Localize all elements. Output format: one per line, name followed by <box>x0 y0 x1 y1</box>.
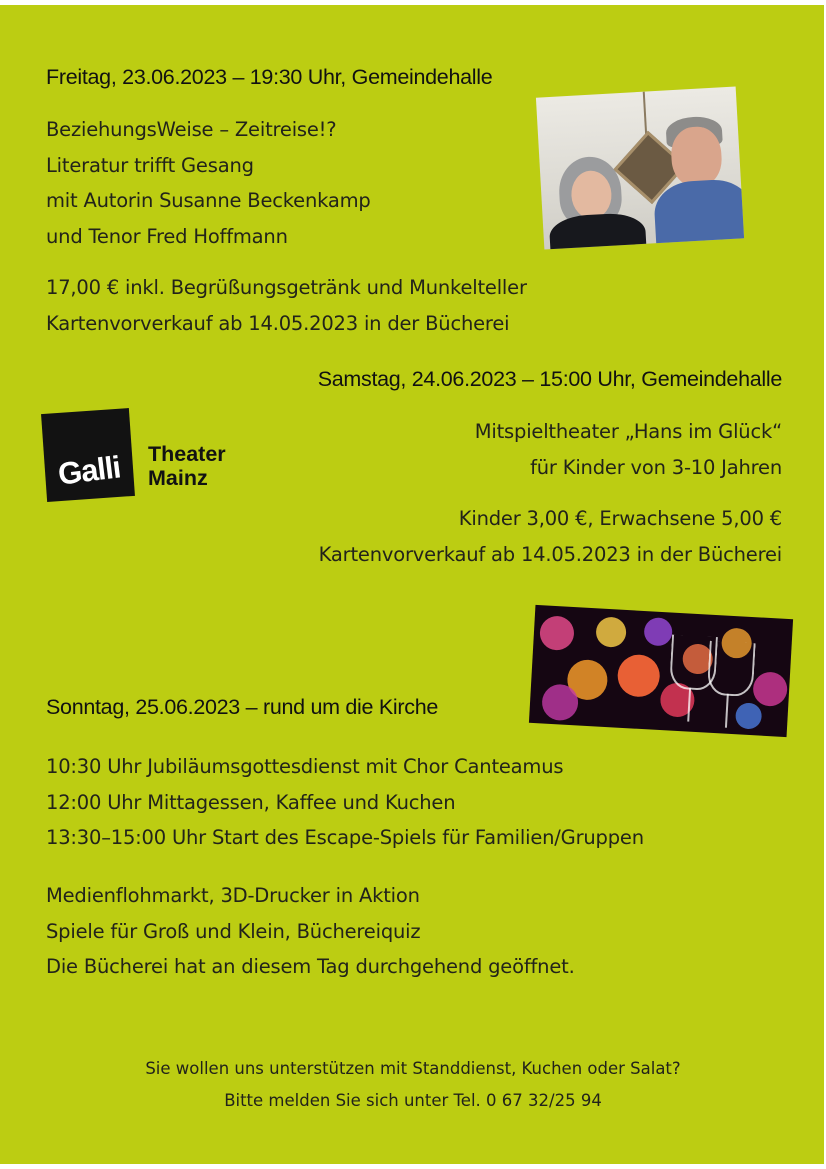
event2-line: Mitspieltheater „Hans im Glück“ <box>474 420 782 443</box>
event2-line: für Kinder von 3-10 Jahren <box>530 455 782 479</box>
event1-line: und Tenor Fred Hoffmann <box>46 224 288 248</box>
event1-price: 17,00 € inkl. Begrüßungsgetränk und Munkelteller <box>46 276 527 299</box>
event1-presale: Kartenvorverkauf ab 14.05.2023 in der Bücherei <box>46 311 510 335</box>
event3-schedule <box>46 749 644 856</box>
event2-heading: Samstag, 24.06.2023 – 15:00 Uhr, Gemeindehalle <box>317 367 782 391</box>
event1-description <box>46 112 371 254</box>
event3-heading: Sonntag, 25.06.2023 – rund um die Kirche <box>46 695 439 719</box>
event1-ticket-info <box>46 270 527 341</box>
event2-ticket-info <box>319 501 782 572</box>
event2-price: Kinder 3,00 €, Erwachsene 5,00 € <box>458 507 782 530</box>
footer <box>0 1053 826 1117</box>
galli-theater-logo <box>44 405 254 505</box>
event3-extras <box>46 878 575 985</box>
event1-line: Literatur trifft Gesang <box>46 153 254 177</box>
authors-photo <box>536 87 744 250</box>
event1-line: mit Autorin Susanne Beckenkamp <box>46 189 371 212</box>
event2-presale: Kartenvorverkauf ab 14.05.2023 in der Bücherei <box>318 542 782 566</box>
event1-heading: Freitag, 23.06.2023 – 19:30 Uhr, Gemeindehalle <box>46 65 493 89</box>
footer-line: Bitte melden Sie sich unter Tel. 0 67 32/25 94 <box>224 1091 602 1110</box>
logo-galli-text: Galli <box>56 449 123 492</box>
champagne-photo <box>529 605 793 737</box>
event1-line: BeziehungsWeise – Zeitreise!? <box>46 118 337 141</box>
logo-mainz-text: Mainz <box>148 466 208 490</box>
extras-item: Die Bücherei hat an diesem Tag durchgehend geöffnet. <box>46 955 575 978</box>
glass-right <box>707 641 756 697</box>
schedule-item: 13:30–15:00 Uhr Start des Escape-Spiels für Familien/Gruppen <box>46 826 644 849</box>
extras-item: Spiele für Groß und Klein, Büchereiquiz <box>46 919 421 943</box>
footer-line: Sie wollen uns unterstützen mit Standdienst, Kuchen oder Salat? <box>145 1059 681 1078</box>
extras-item: Medienflohmarkt, 3D-Drucker in Aktion <box>46 884 420 907</box>
event2-description <box>475 414 782 485</box>
schedule-item: 12:00 Uhr Mittagessen, Kaffee und Kuchen <box>46 790 456 814</box>
schedule-item: 10:30 Uhr Jubiläumsgottesdienst mit Chor Canteamus <box>46 755 564 778</box>
logo-theater-text: Theater <box>148 442 226 466</box>
